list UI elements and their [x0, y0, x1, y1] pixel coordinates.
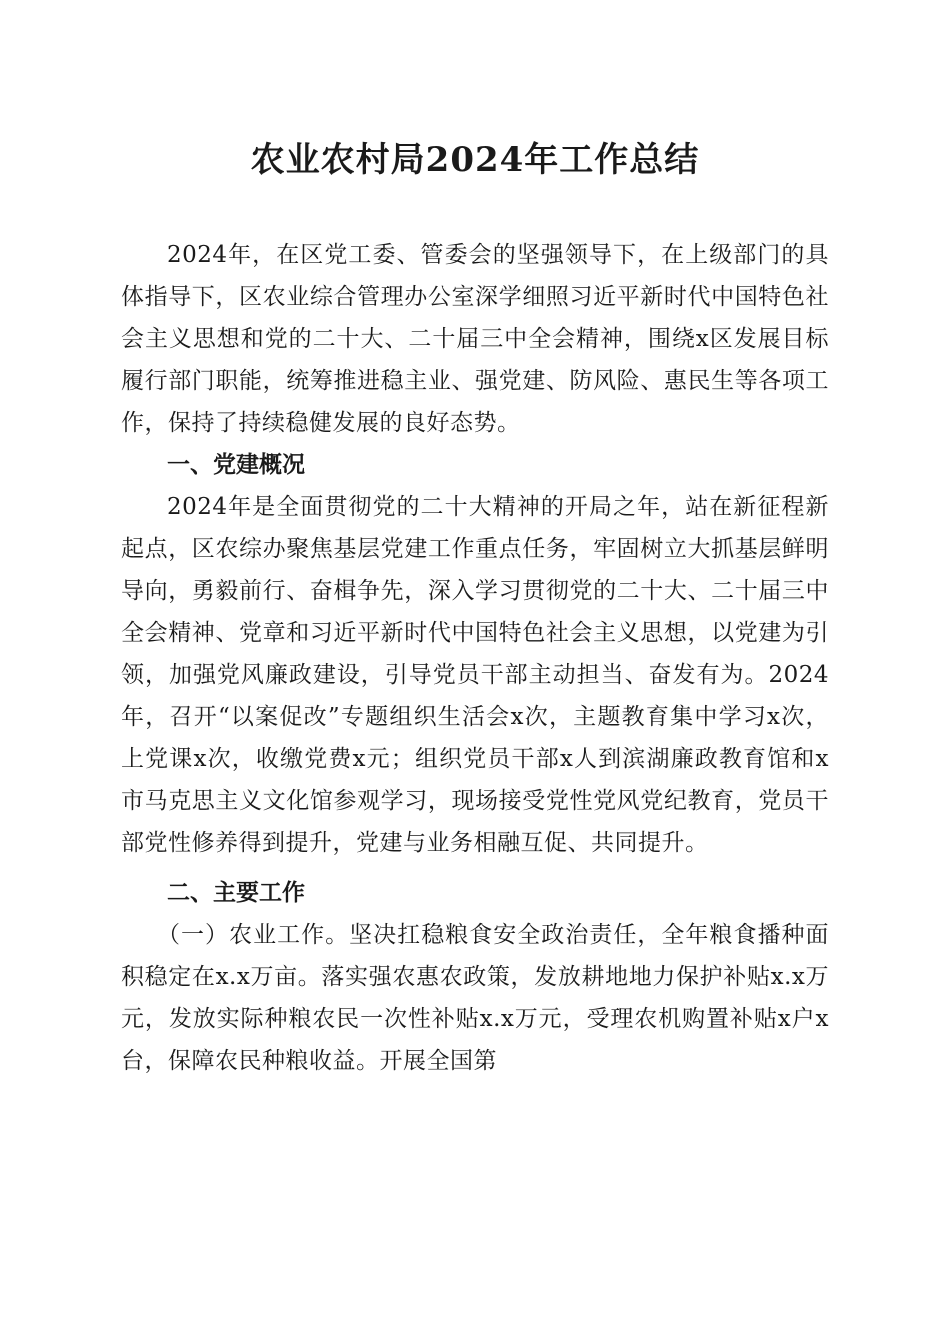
section-heading-main-work: 二、主要工作 [167, 880, 305, 906]
agriculture-work-paragraph: （一）农业工作。坚决扛稳粮食安全政治责任，全年粮食播种面积稳定在x.x万亩。落实强农惠农政策，发放耕地地力保护补贴x.x万元，发放实际种粮农民一次性补贴x.x万元，受理农机购置补贴x户x台，保障农民种粮收益。开展全国第 [121, 922, 829, 1074]
intro-paragraph: 2024年，在区党工委、管委会的坚强领导下，在上级部门的具体指导下，区农业综合管理办公室深学细照习近平新时代中国特色社会主义思想和党的二十大、二十届三中全会精神，围绕x区发展目标履行部门职能，统筹推进稳主业、强党建、防风险、惠民生等各项工作，保持了持续稳健发展的良好态势。 [121, 242, 829, 436]
document-body [121, 234, 829, 1082]
party-building-paragraph: 2024年是全面贯彻党的二十大精神的开局之年，站在新征程新起点，区农综办聚焦基层党建工作重点任务，牢固树立大抓基层鲜明导向，勇毅前行、奋楫争先，深入学习贯彻党的二十大、二十届三中全会精神、党章和习近平新时代中国特色社会主义思想，以党建为引领，加强党风廉政建设，引导党员干部主动担当、奋发有为。2024年，召开“以案促改”专题组织生活会x次，主题教育集中学习x次，上党课x次，收缴党费x元；组织党员干部x人到滨湖廉政教育馆和x市马克思主义文化馆参观学习，现场接受党性党风党纪教育，党员干部党性修养得到提升，党建与业务相融互促、共同提升。 [121, 494, 829, 856]
section-heading-party-building: 一、党建概况 [167, 452, 305, 478]
document-title: 农业农村局2024年工作总结 [250, 140, 700, 180]
